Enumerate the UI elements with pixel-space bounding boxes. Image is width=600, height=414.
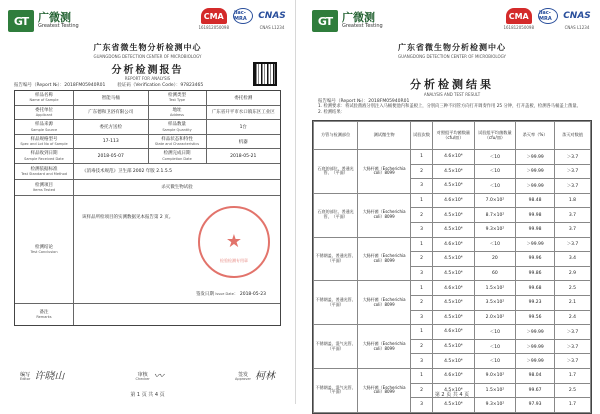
- table-cell: 2: [410, 252, 432, 267]
- table-cell: 9.3×10²: [474, 222, 516, 237]
- table-cell: 1.7: [554, 368, 590, 383]
- signer-approver: 签发 Approver 柯林: [235, 367, 275, 382]
- table-row: [314, 193, 591, 208]
- table-cell: 不锈钢盖、混气光管、（平面）: [314, 368, 358, 412]
- table-cell: 3.5×10²: [474, 295, 516, 310]
- results-title-en: ANALYSIS AND TEST RESULT: [423, 92, 481, 97]
- test-requirements: 1. 检测要求：将试验菌液分别注入马桶便池内和盖板上，分别向三种不同管方向打开调奏作用 25 分钟，打开盖板，检测各马桶盖上菌量。 2. 检测结果：: [318, 104, 581, 115]
- table-cell: 99.98: [516, 208, 555, 223]
- table-cell: ＞99.99: [516, 339, 555, 354]
- table-cell: ＞99.99: [516, 237, 555, 252]
- report-info-table: [14, 90, 281, 326]
- table-row: 委托单位 Applicant 广东德和卫浴有限公司 地址 Address 广东省开平市水口镇东区工业区: [15, 105, 280, 120]
- table-cell: 4.5×10⁴: [433, 398, 475, 413]
- table-cell: 3.4: [554, 252, 590, 267]
- table-cell: 2: [410, 339, 432, 354]
- ilac-badge-icon: ilac-MRA: [233, 8, 253, 24]
- table-cell: 4.5×10⁴: [433, 179, 475, 194]
- table-cell: ＞3.7: [554, 164, 590, 179]
- table-cell: 8.7×10²: [474, 208, 516, 223]
- table-cell: ＜10: [474, 179, 516, 194]
- table-cell: 4.5×10⁴: [433, 310, 475, 325]
- report-page-2: [304, 0, 600, 408]
- table-cell: 99.86: [516, 266, 555, 281]
- table-cell: 7.0×10²: [474, 193, 516, 208]
- table-cell: 1: [410, 325, 432, 340]
- brand-logo-icon: GT: [8, 10, 34, 32]
- table-row: [314, 325, 591, 340]
- conclusion-text: 该样品所检项目的实测数据见本报告第 2 页。: [82, 214, 174, 220]
- table-cell: 1.5×10²: [474, 281, 516, 296]
- table-header-row: 方管与检测部位 测试微生物 试验次数 对照组平均菌数量（cfu/皿） 试验组平均菌数量（cfu/皿） 杀灭率（%） 杀灭对数值: [314, 122, 591, 150]
- results-table: [312, 120, 592, 414]
- table-cell: 3: [410, 222, 432, 237]
- accreditation-badges: [198, 8, 287, 30]
- cnas-badge-icon: CNAS CNAS L1234: [562, 8, 592, 30]
- table-cell: 4.5×10⁴: [433, 252, 475, 267]
- table-cell: 99.98: [516, 222, 555, 237]
- page-header: [312, 8, 592, 34]
- table-cell: ＞3.7: [554, 150, 590, 165]
- table-cell: 1: [410, 368, 432, 383]
- brand-name-cn: 广微测: [38, 11, 71, 24]
- table-row: [314, 368, 591, 383]
- signature: 柯林: [254, 371, 275, 382]
- table-cell: 98.48: [516, 193, 555, 208]
- table-cell: 不锈钢盖、普通光管、（平面）: [314, 281, 358, 325]
- ilac-badge-icon: ilac-MRA: [538, 8, 558, 24]
- table-cell: 石底的部位、普通光管、（平面）: [314, 193, 358, 237]
- brand-name-en: Greatest Testing: [342, 23, 383, 29]
- table-cell: ＞3.7: [554, 339, 590, 354]
- report-number: 报告编号（Report №）：2018FM05940R01: [14, 83, 106, 88]
- brand-logo-icon: GT: [312, 10, 338, 32]
- table-cell: 4.6×10⁴: [433, 325, 475, 340]
- cnas-badge-icon: CNAS CNAS L1234: [257, 8, 287, 30]
- table-cell: 4.5×10⁴: [433, 208, 475, 223]
- org-name-en: GUANGDONG DETECTION CENTER OF MICROBIOLOGY: [398, 54, 506, 59]
- brand-name-en: Greatest Testing: [38, 23, 79, 29]
- table-cell: 1: [410, 281, 432, 296]
- table-cell: 97.93: [516, 398, 555, 413]
- table-cell: 98.04: [516, 368, 555, 383]
- table-cell: ＜10: [474, 164, 516, 179]
- table-row: [314, 150, 591, 165]
- table-cell: 2.5: [554, 281, 590, 296]
- table-cell: 4.5×10⁴: [433, 222, 475, 237]
- table-cell: ＞99.99: [516, 150, 555, 165]
- results-title-block: [304, 76, 600, 97]
- table-cell: 1: [410, 150, 432, 165]
- table-cell: 2: [410, 208, 432, 223]
- table-cell: 2.1: [554, 295, 590, 310]
- table-cell: 3: [410, 310, 432, 325]
- table-cell: 3: [410, 179, 432, 194]
- page-header: [8, 8, 287, 34]
- cma-badge-icon: CMA 161812050098: [503, 8, 534, 30]
- table-row: 检测依据标准 Test Standard and Method 《消毒技术规范》卫生部 2002 年版 2.1.5.5: [15, 163, 280, 179]
- table-cell: 4.5×10⁴: [433, 339, 475, 354]
- signer-checker: 审核 Checker 〰: [136, 367, 164, 382]
- table-cell: 2: [410, 295, 432, 310]
- table-cell: 4.5×10⁴: [433, 295, 475, 310]
- table-cell: 9.3×10²: [474, 398, 516, 413]
- table-cell: 2: [410, 383, 432, 398]
- table-cell: 4.6×10⁴: [433, 150, 475, 165]
- table-cell: 2: [410, 164, 432, 179]
- results-table-body: [314, 150, 591, 413]
- table-cell: 60: [474, 266, 516, 281]
- table-cell: ＞99.99: [516, 354, 555, 369]
- table-row: 检测结论 Test Conclusion 该样品所检项目的实测数据见本报告第 2 页。 签发日期 Issue Date： 2018-05-23 检验检测专用章 ★: [15, 195, 280, 303]
- table-cell: ＞3.7: [554, 325, 590, 340]
- table-cell: 99.56: [516, 310, 555, 325]
- verification-code: 验证码（Verification Code）：97823465: [117, 83, 204, 88]
- brand-name-cn: 广微测: [342, 11, 375, 24]
- report-title-cn: 分析检测报告: [111, 65, 184, 76]
- table-cell: 2.5: [554, 383, 590, 398]
- table-cell: 大肠杆菌（Escherichia coli）8099: [358, 193, 411, 237]
- table-cell: 4.6×10⁴: [433, 368, 475, 383]
- cma-badge-icon: CMA 161812050098: [198, 8, 229, 30]
- report-title-block: [0, 42, 295, 81]
- table-cell: 大肠杆菌（Escherichia coli）8099: [358, 368, 411, 412]
- table-cell: 不锈钢盖、普通光管、（平面）: [314, 237, 358, 281]
- table-row: 样品规格型号 Spec and Lot No of Sample 17-113 样品状态和特性 State and Characteristics 机器: [15, 134, 280, 149]
- table-cell: 2.9: [554, 266, 590, 281]
- accreditation-badges: [503, 8, 592, 30]
- table-cell: 1.5×10²: [474, 383, 516, 398]
- table-cell: ＜10: [474, 325, 516, 340]
- table-cell: ＞99.99: [516, 164, 555, 179]
- org-name-en: GUANGDONG DETECTION CENTER OF MICROBIOLOGY: [93, 54, 202, 59]
- report-ref-line: [14, 82, 281, 88]
- issue-date: 2018-05-23: [239, 291, 266, 297]
- table-cell: 大肠杆菌（Escherichia coli）8099: [358, 325, 411, 369]
- table-row: 样品收到日期 Sample Received Date 2018-05-07 检测完成日期 Completion Date 2018-05-21: [15, 148, 280, 163]
- table-row: 备注 Remarks: [15, 303, 280, 325]
- org-name-cn: 广东省微生物分析检测中心: [93, 43, 202, 52]
- table-cell: 1: [410, 193, 432, 208]
- table-cell: 大肠杆菌（Escherichia coli）8099: [358, 281, 411, 325]
- table-cell: 1: [410, 237, 432, 252]
- table-cell: 4.6×10⁴: [433, 237, 475, 252]
- report-number: 报告编号（Report №）：2018FM05940R01: [318, 99, 410, 104]
- table-cell: 4.5×10⁴: [433, 383, 475, 398]
- table-cell: 4.5×10⁴: [433, 266, 475, 281]
- table-cell: 石底的部位、普通光管、（平面）: [314, 150, 358, 194]
- table-cell: 3: [410, 398, 432, 413]
- table-cell: 4.5×10⁴: [433, 164, 475, 179]
- table-cell: ＞99.99: [516, 325, 555, 340]
- table-cell: 4.5×10⁴: [433, 354, 475, 369]
- table-row: [314, 281, 591, 296]
- table-cell: ＜10: [474, 354, 516, 369]
- table-cell: 20: [474, 252, 516, 267]
- table-cell: 4.6×10⁴: [433, 193, 475, 208]
- table-cell: 2.4: [554, 310, 590, 325]
- table-cell: 99.96: [516, 252, 555, 267]
- org-name-cn: 广东省微生物分析检测中心: [398, 43, 506, 52]
- table-cell: ＜10: [474, 150, 516, 165]
- table-row: 样品来源 Sample Source 委托方送检 样品数量 Sample Quantity 1台: [15, 119, 280, 134]
- signer-editor: 编写 Editor 许晓山: [20, 367, 64, 382]
- page-footer: 第 1 页 共 4 页: [130, 392, 165, 398]
- signature: 〰: [153, 371, 164, 382]
- table-cell: 2.0×10²: [474, 310, 516, 325]
- table-cell: 1.8: [554, 193, 590, 208]
- table-cell: 3: [410, 266, 432, 281]
- table-cell: ＞3.7: [554, 179, 590, 194]
- table-cell: ＜10: [474, 237, 516, 252]
- table-row: 样品名称 Name of Sample 智能马桶 检测类型 Test Type 委托检测: [15, 91, 280, 105]
- official-stamp-icon: 检验检测专用章 ★: [198, 206, 270, 278]
- signature-row: [20, 367, 275, 382]
- report-title-en: REPORT FOR ANALYSIS: [124, 76, 171, 81]
- table-cell: 4.6×10⁴: [433, 281, 475, 296]
- report-page-1: [0, 0, 296, 404]
- table-cell: 大肠杆菌（Escherichia coli）8099: [358, 237, 411, 281]
- table-cell: 99.67: [516, 383, 555, 398]
- table-row: [314, 237, 591, 252]
- table-cell: 99.23: [516, 295, 555, 310]
- table-cell: ＜10: [474, 339, 516, 354]
- table-cell: ＞3.7: [554, 354, 590, 369]
- table-cell: 3.7: [554, 208, 590, 223]
- table-cell: ＞99.99: [516, 179, 555, 194]
- table-cell: 9.0×10²: [474, 368, 516, 383]
- table-cell: 不锈钢盖、混气光管、（平面）: [314, 325, 358, 369]
- table-row: 检测项目 Items Tested 杀灭微生物试验: [15, 179, 280, 195]
- org-title-block: [304, 42, 600, 59]
- table-cell: 3: [410, 354, 432, 369]
- table-cell: ＞3.7: [554, 237, 590, 252]
- page-footer: 第 2 页 共 4 页: [434, 392, 470, 398]
- results-title-cn: 分析检测结果: [410, 78, 494, 91]
- table-cell: 99.68: [516, 281, 555, 296]
- table-cell: 3.7: [554, 222, 590, 237]
- table-cell: 1.7: [554, 398, 590, 413]
- signature: 许晓山: [34, 371, 65, 382]
- table-cell: 大肠杆菌（Escherichia coli）8099: [358, 150, 411, 194]
